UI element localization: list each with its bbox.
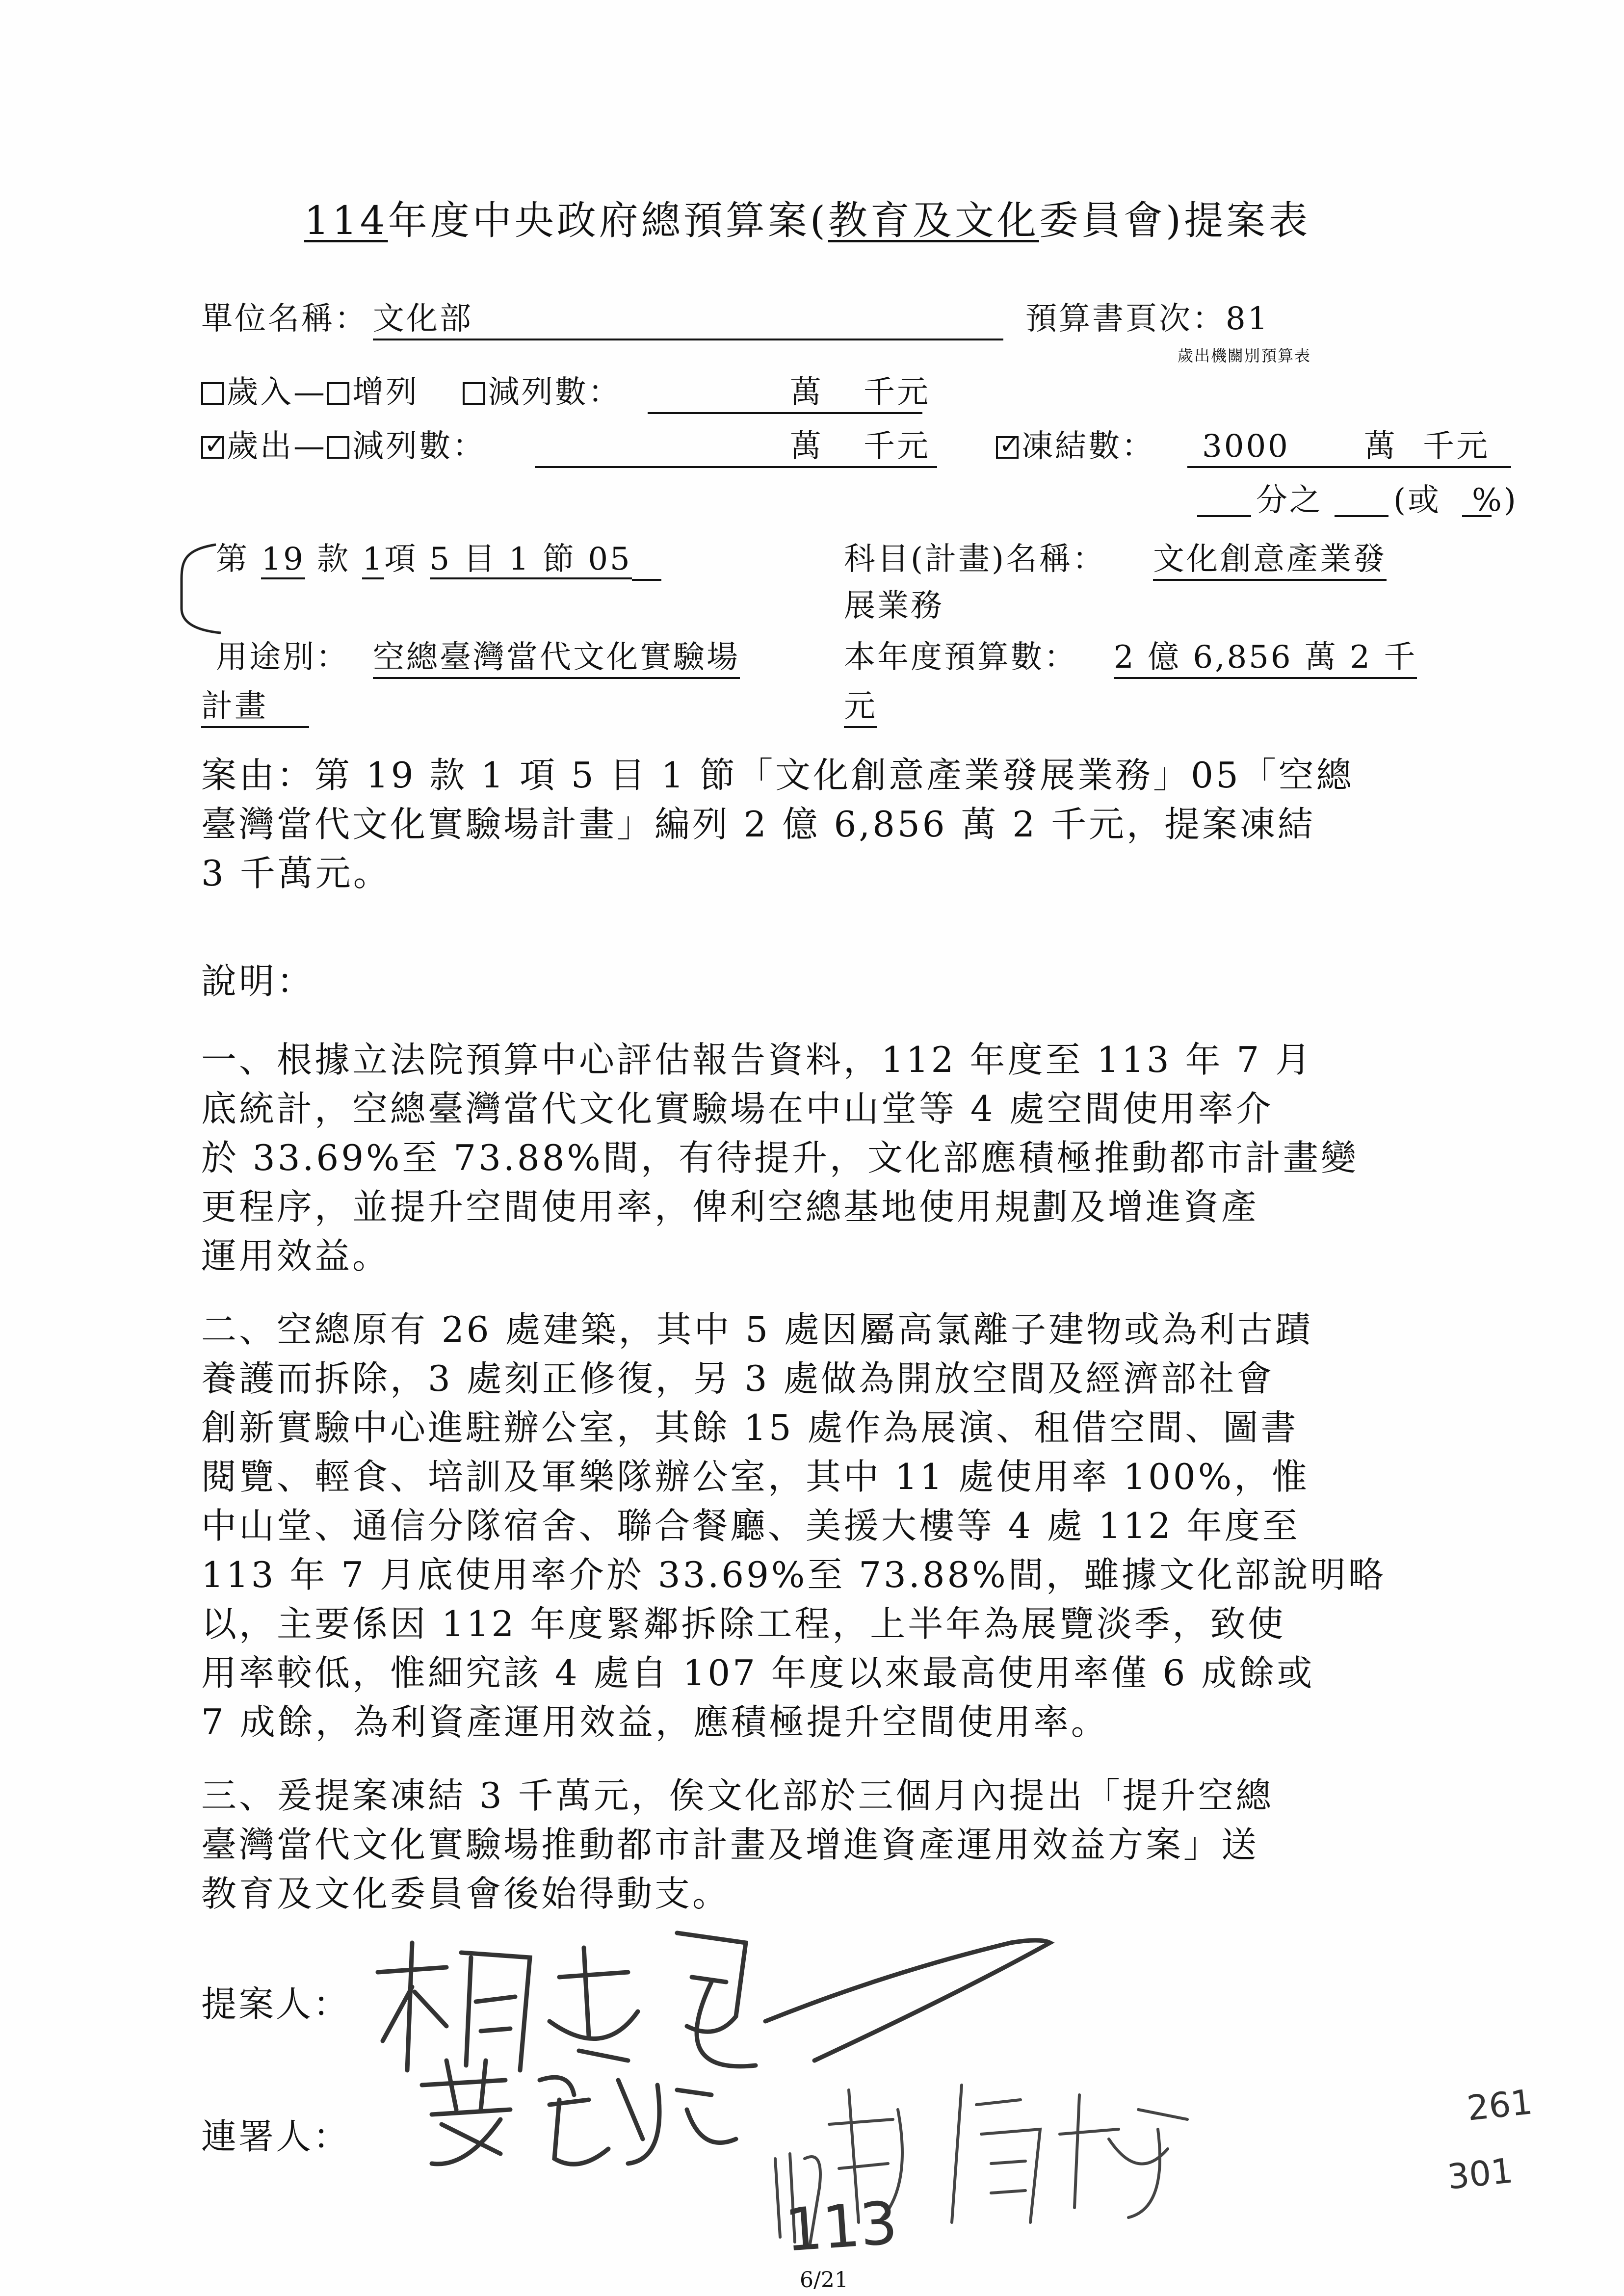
point2-line: 用率較低，惟細究該 4 處自 107 年度以來最高使用率僅 6 成餘或 — [201, 1652, 1315, 1694]
title-part1: 年度中央政府總預算案( — [388, 198, 828, 243]
reason — [201, 751, 1457, 898]
page-label: 預算書頁次：81 — [1025, 301, 1270, 337]
point2-line: 二、空總原有 26 處建築，其中 5 處因屬高氯離子建物或為利古蹟 — [201, 1309, 1313, 1350]
point3-line: 教育及文化委員會後始得動支。 — [201, 1873, 731, 1914]
freeze-label: 凍結數： — [1022, 428, 1155, 465]
page-note: 歲出機關別預算表 — [1178, 346, 1311, 365]
point2-line: 創新實驗中心進駐辦公室，其餘 15 處作為展演、租借空間、圖書 — [201, 1407, 1299, 1448]
item-kuan: 19 — [261, 541, 305, 579]
item-xiang-label: 項 — [384, 541, 418, 577]
expenditure-wan: 萬 — [790, 428, 823, 465]
handwritten-261: 261 — [1465, 2082, 1535, 2129]
freeze-thousand: 千元 — [1423, 428, 1490, 465]
expenditure-decrease-checkbox — [327, 436, 349, 459]
point1-line: 於 33.69%至 73.88%間，有待提升，文化部應積極推動都市計畫變 — [201, 1137, 1359, 1178]
point1-line: 一、根據立法院預算中心評估報告資料，112 年度至 113 年 7 月 — [201, 1039, 1313, 1080]
subject-value-1: 文化創意產業發 — [1153, 540, 1387, 581]
point1-line: 底統計，空總臺灣當代文化實驗場在中山堂等 4 處空間使用率介 — [201, 1088, 1274, 1129]
budget-label: 本年度預算數： — [844, 639, 1077, 676]
revenue-decrease-text: 減列數： — [488, 374, 622, 411]
budget-value-2: 元 — [844, 687, 877, 728]
cosigner-signature-1 — [412, 2051, 756, 2178]
handwritten-301: 301 — [1445, 2150, 1515, 2197]
explanation-label — [201, 957, 1457, 1006]
budget-value-1: 2 億 6,856 萬 2 千 — [1114, 638, 1417, 679]
increase-text: 增列 — [352, 374, 419, 411]
expenditure-thousand: 千元 — [864, 428, 930, 465]
page-title — [304, 189, 1310, 245]
freeze-checkbox — [996, 436, 1019, 459]
usage-value-1: 空總臺灣當代文化實驗場 — [373, 638, 740, 679]
point-3 — [201, 1771, 1457, 1918]
point2-line: 7 成餘，為利資產運用效益，應積極提升空間使用率。 — [201, 1701, 1109, 1743]
fraction-huo: (或 — [1393, 482, 1441, 519]
freeze-wan: 萬 — [1364, 428, 1397, 465]
point2-line: 以，主要係因 112 年度緊鄰拆除工程，上半年為展覽淡季，致使 — [201, 1603, 1286, 1644]
cosigner-label: 連署人： — [201, 2116, 351, 2157]
usage-label: 用途別： — [216, 639, 349, 676]
expenditure-amount-line — [535, 466, 937, 468]
handwritten-113: 113 — [783, 2189, 900, 2265]
point2-line: 養護而拆除，3 處刻正修復，另 3 處做為開放空間及經濟部社會 — [201, 1358, 1275, 1399]
item-prefix: 第 — [216, 541, 249, 577]
expenditure-row — [201, 427, 486, 466]
expenditure-checkbox — [201, 436, 224, 459]
fraction-blank-1 — [1197, 515, 1251, 517]
revenue-row — [201, 373, 622, 412]
item-mu-jie: 5 目 1 節 05 — [430, 541, 632, 579]
point2-line: 閱覽、輕食、培訓及軍樂隊辦公室，其中 11 處使用率 100%，惟 — [201, 1456, 1310, 1497]
usage-value-2-text: 計畫 — [201, 688, 268, 725]
point-1 — [201, 1035, 1457, 1280]
subject-value-2: 展業務 — [844, 588, 944, 624]
expenditure-decrease-text: 減列數： — [352, 428, 486, 465]
revenue-checkbox — [201, 382, 224, 405]
expenditure-text: 歲出— — [227, 428, 327, 465]
page-number: 6/21 — [800, 2268, 848, 2293]
point-2 — [201, 1305, 1457, 1747]
point3-line: 三、爰提案凍結 3 千萬元，俟文化部於三個月內提出「提升空總 — [201, 1775, 1274, 1816]
freeze-amount-line — [1187, 466, 1511, 468]
reason-line: 臺灣當代文化實驗場計畫」編列 2 億 6,856 萬 2 千元，提案凍結 — [201, 804, 1316, 845]
usage-value-2 — [201, 687, 309, 728]
title-year: 114 — [304, 198, 388, 243]
subject-label: 科目(計畫)名稱： — [844, 541, 1106, 577]
revenue-thousand: 千元 — [864, 374, 930, 411]
title-committee: 教育及文化 — [828, 198, 1039, 243]
unit-label: 單位名稱： — [201, 301, 368, 337]
item-code — [216, 540, 661, 581]
reason-line: 3 千萬元。 — [201, 853, 391, 894]
item-xiang: 1 — [362, 541, 384, 579]
revenue-text: 歲入— — [227, 374, 327, 411]
fraction-pct: %) — [1472, 482, 1518, 519]
point3-line: 臺灣當代文化實驗場推動都市計畫及增進資產運用效益方案」送 — [201, 1824, 1259, 1865]
revenue-wan: 萬 — [790, 374, 823, 411]
fraction-blank-2 — [1335, 515, 1388, 517]
reason-line: 案由：第 19 款 1 項 5 目 1 節「文化創意產業發展業務」05「空總 — [201, 755, 1354, 796]
increase-checkbox — [327, 382, 349, 405]
revenue-decrease-checkbox — [463, 382, 485, 405]
fraction-fen: 分之 — [1256, 482, 1323, 519]
title-part2: 委員會)提案表 — [1039, 198, 1311, 243]
item-kuan-label: 款 — [317, 541, 351, 577]
freeze-value: 3000 — [1202, 428, 1290, 465]
explanation-label-text: 說明： — [201, 961, 315, 1002]
freeze-row — [996, 427, 1155, 466]
point1-line: 更程序，並提升空間使用率，俾利空總基地使用規劃及增進資產 — [201, 1186, 1259, 1227]
point1-line: 運用效益。 — [201, 1235, 391, 1277]
proposer-label: 提案人： — [201, 1983, 351, 2025]
revenue-amount-line — [648, 412, 922, 414]
point2-line: 113 年 7 月底使用率介於 33.69%至 73.88%間，雖據文化部說明略 — [201, 1554, 1386, 1595]
unit-value: 文化部 — [373, 299, 1003, 340]
point2-line: 中山堂、通信分隊宿舍、聯合餐廳、美援大樓等 4 處 112 年度至 — [201, 1505, 1300, 1546]
